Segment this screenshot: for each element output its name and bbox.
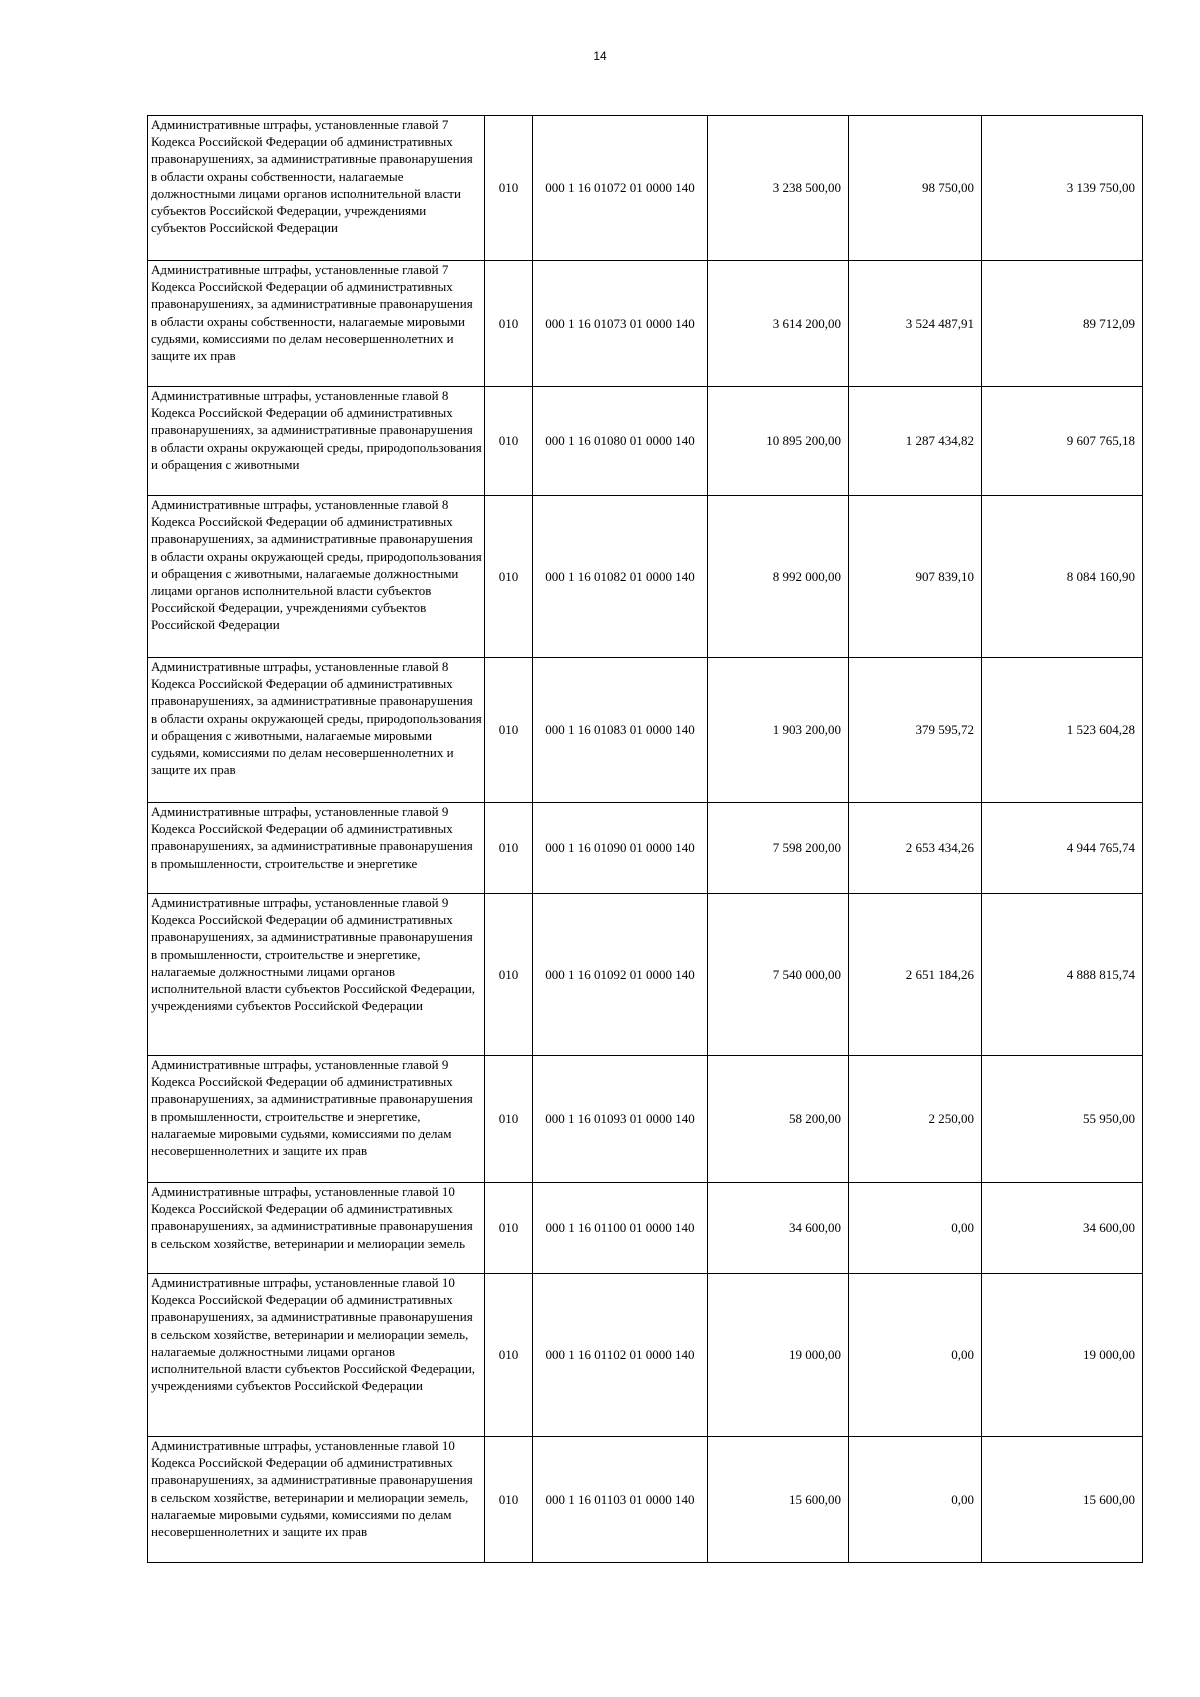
row-admin-code: 010 <box>485 496 533 658</box>
row-description: Административные штрафы, установленные главой 10 Кодекса Российской Федерации об административных правонарушениях, за административные правонарушения в сельском хозяйстве, ветеринарии и мелиорации земель, налагаемые должностными лицами органов исполнительной власти субъектов Российской Федерации, учреждениями субъектов Российской Федерации <box>148 1274 485 1437</box>
row-budget-code: 000 1 16 01102 01 0000 140 <box>533 1274 708 1437</box>
row-fact-amount: 379 595,72 <box>849 658 982 803</box>
row-plan-amount: 19 000,00 <box>708 1274 849 1437</box>
row-description: Административные штрафы, установленные главой 7 Кодекса Российской Федерации об административных правонарушениях, за административные правонарушения в области охраны собственности, налагаемые мировыми судьями, комиссиями по делам несовершеннолетних и защите их прав <box>148 261 485 387</box>
table-row <box>148 116 1143 261</box>
row-remaining-amount: 4 944 765,74 <box>982 803 1143 894</box>
row-remaining-amount: 4 888 815,74 <box>982 894 1143 1056</box>
row-budget-code: 000 1 16 01073 01 0000 140 <box>533 261 708 387</box>
page-number: 14 <box>593 49 607 63</box>
row-remaining-amount: 8 084 160,90 <box>982 496 1143 658</box>
row-fact-amount: 2 651 184,26 <box>849 894 982 1056</box>
row-plan-amount: 3 238 500,00 <box>708 116 849 261</box>
row-fact-amount: 907 839,10 <box>849 496 982 658</box>
row-description: Административные штрафы, установленные главой 8 Кодекса Российской Федерации об административных правонарушениях, за административные правонарушения в области охраны окружающей среды, природопользования и обращения с животными, налагаемые мировыми судьями, комиссиями по делам несовершеннолетних и защите их прав <box>148 658 485 803</box>
row-budget-code: 000 1 16 01080 01 0000 140 <box>533 387 708 496</box>
row-admin-code: 010 <box>485 803 533 894</box>
row-plan-amount: 7 598 200,00 <box>708 803 849 894</box>
row-plan-amount: 10 895 200,00 <box>708 387 849 496</box>
row-fact-amount: 98 750,00 <box>849 116 982 261</box>
table-row <box>148 894 1143 1056</box>
table-row <box>148 658 1143 803</box>
row-fact-amount: 0,00 <box>849 1437 982 1563</box>
table-row <box>148 387 1143 496</box>
table-row <box>148 261 1143 387</box>
row-description: Административные штрафы, установленные главой 8 Кодекса Российской Федерации об административных правонарушениях, за административные правонарушения в области охраны окружающей среды, природопользования и обращения с животными <box>148 387 485 496</box>
row-remaining-amount: 89 712,09 <box>982 261 1143 387</box>
row-plan-amount: 7 540 000,00 <box>708 894 849 1056</box>
row-budget-code: 000 1 16 01090 01 0000 140 <box>533 803 708 894</box>
row-fact-amount: 0,00 <box>849 1274 982 1437</box>
row-description: Административные штрафы, установленные главой 9 Кодекса Российской Федерации об административных правонарушениях, за административные правонарушения в промышленности, строительстве и энергетике, налагаемые мировыми судьями, комиссиями по делам несовершеннолетних и защите их прав <box>148 1056 485 1183</box>
row-admin-code: 010 <box>485 894 533 1056</box>
row-description: Административные штрафы, установленные главой 9 Кодекса Российской Федерации об административных правонарушениях, за административные правонарушения в промышленности, строительстве и энергетике, налагаемые должностными лицами органов исполнительной власти субъектов Российской Федерации, учреждениями субъектов Российской Федерации <box>148 894 485 1056</box>
row-fact-amount: 2 653 434,26 <box>849 803 982 894</box>
row-plan-amount: 8 992 000,00 <box>708 496 849 658</box>
row-admin-code: 010 <box>485 261 533 387</box>
row-remaining-amount: 15 600,00 <box>982 1437 1143 1563</box>
row-fact-amount: 0,00 <box>849 1183 982 1274</box>
row-remaining-amount: 34 600,00 <box>982 1183 1143 1274</box>
row-description: Административные штрафы, установленные главой 10 Кодекса Российской Федерации об административных правонарушениях, за административные правонарушения в сельском хозяйстве, ветеринарии и мелиорации земель, налагаемые мировыми судьями, комиссиями по делам несовершеннолетних и защите их прав <box>148 1437 485 1563</box>
row-admin-code: 010 <box>485 116 533 261</box>
row-fact-amount: 2 250,00 <box>849 1056 982 1183</box>
table-row <box>148 1056 1143 1183</box>
row-fact-amount: 1 287 434,82 <box>849 387 982 496</box>
table-row <box>148 803 1143 894</box>
table-row <box>148 1437 1143 1563</box>
row-admin-code: 010 <box>485 1183 533 1274</box>
row-description: Административные штрафы, установленные главой 9 Кодекса Российской Федерации об административных правонарушениях, за административные правонарушения в промышленности, строительстве и энергетике <box>148 803 485 894</box>
revenue-table <box>147 115 1143 1563</box>
row-remaining-amount: 9 607 765,18 <box>982 387 1143 496</box>
row-budget-code: 000 1 16 01100 01 0000 140 <box>533 1183 708 1274</box>
row-budget-code: 000 1 16 01082 01 0000 140 <box>533 496 708 658</box>
row-description: Административные штрафы, установленные главой 7 Кодекса Российской Федерации об административных правонарушениях, за административные правонарушения в области охраны собственности, налагаемые должностными лицами органов исполнительной власти субъектов Российской Федерации, учреждениями субъектов Российской Федерации <box>148 116 485 261</box>
row-admin-code: 010 <box>485 1437 533 1563</box>
row-fact-amount: 3 524 487,91 <box>849 261 982 387</box>
row-remaining-amount: 3 139 750,00 <box>982 116 1143 261</box>
row-budget-code: 000 1 16 01072 01 0000 140 <box>533 116 708 261</box>
table-row <box>148 1183 1143 1274</box>
row-plan-amount: 3 614 200,00 <box>708 261 849 387</box>
row-admin-code: 010 <box>485 1274 533 1437</box>
row-budget-code: 000 1 16 01092 01 0000 140 <box>533 894 708 1056</box>
row-remaining-amount: 55 950,00 <box>982 1056 1143 1183</box>
row-plan-amount: 58 200,00 <box>708 1056 849 1183</box>
row-budget-code: 000 1 16 01093 01 0000 140 <box>533 1056 708 1183</box>
row-plan-amount: 34 600,00 <box>708 1183 849 1274</box>
table-row <box>148 496 1143 658</box>
row-remaining-amount: 19 000,00 <box>982 1274 1143 1437</box>
row-plan-amount: 1 903 200,00 <box>708 658 849 803</box>
row-admin-code: 010 <box>485 1056 533 1183</box>
row-plan-amount: 15 600,00 <box>708 1437 849 1563</box>
row-budget-code: 000 1 16 01103 01 0000 140 <box>533 1437 708 1563</box>
row-admin-code: 010 <box>485 658 533 803</box>
row-remaining-amount: 1 523 604,28 <box>982 658 1143 803</box>
row-description: Административные штрафы, установленные главой 8 Кодекса Российской Федерации об административных правонарушениях, за административные правонарушения в области охраны окружающей среды, природопользования и обращения с животными, налагаемые должностными лицами органов исполнительной власти субъектов Российской Федерации, учреждениями субъектов Российской Федерации <box>148 496 485 658</box>
row-budget-code: 000 1 16 01083 01 0000 140 <box>533 658 708 803</box>
row-description: Административные штрафы, установленные главой 10 Кодекса Российской Федерации об административных правонарушениях, за административные правонарушения в сельском хозяйстве, ветеринарии и мелиорации земель <box>148 1183 485 1274</box>
row-admin-code: 010 <box>485 387 533 496</box>
table-row <box>148 1274 1143 1437</box>
